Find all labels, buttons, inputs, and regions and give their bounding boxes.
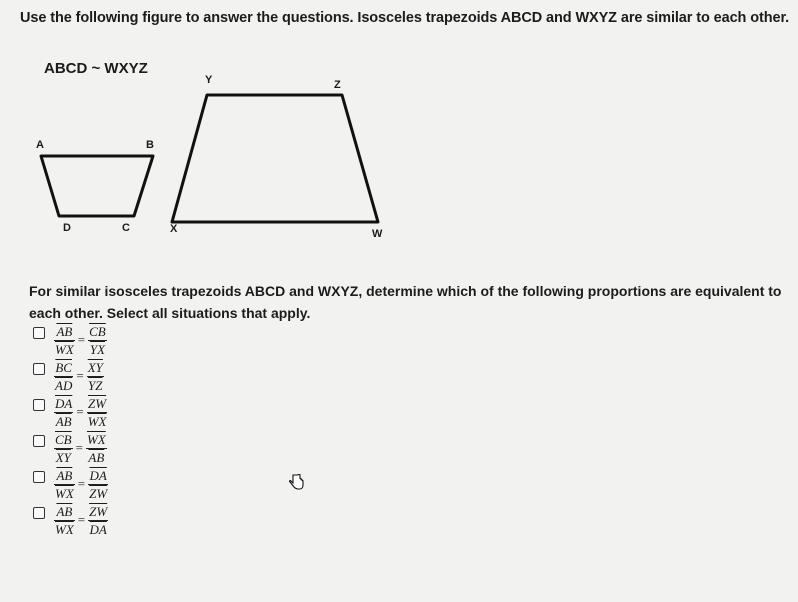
left-denominator: WX — [55, 521, 74, 537]
option-checkbox[interactable] — [33, 507, 45, 519]
left-denominator: AD — [55, 377, 73, 393]
left-numerator: $\overline{AB}$ — [56, 323, 73, 339]
left-denominator: WX — [55, 341, 74, 357]
trapezoid-abcd — [41, 156, 153, 216]
left-fraction — [54, 432, 73, 465]
left-denominator: XY — [55, 449, 71, 465]
trapezoid-wxyz — [172, 95, 378, 222]
proportion-option[interactable] — [33, 358, 104, 394]
left-numerator: $\overline{AB}$ — [56, 503, 73, 519]
fraction-bar — [88, 520, 108, 521]
left-fraction — [54, 324, 75, 357]
right-denominator: YZ — [88, 377, 103, 393]
fraction-bar — [88, 340, 107, 341]
right-denominator: DA — [89, 521, 107, 537]
option-checkbox[interactable] — [33, 363, 45, 375]
intro-text: Use the following figure to answer the questions. Isosceles trapezoids ABCD and WXYZ are similar to each other. — [20, 10, 790, 26]
vertex-label-z: Z — [334, 79, 341, 91]
vertex-label-a: A — [36, 139, 44, 151]
fraction-bar — [88, 484, 108, 485]
question-text: For similar isosceles trapezoids ABCD and WXYZ, determine which of the following proportions are equivalent to each other. Select all situations that apply. — [29, 283, 782, 321]
trapezoid-figures — [0, 0, 798, 260]
left-fraction — [54, 360, 73, 393]
option-checkbox[interactable] — [33, 471, 45, 483]
right-numerator: $\overline{ZW}$ — [88, 395, 107, 411]
fraction-bar — [87, 376, 104, 377]
right-numerator: $\overline{XY}$ — [87, 359, 103, 375]
right-numerator: $\overline{WX}$ — [86, 431, 106, 447]
equals-sign: = — [77, 512, 86, 527]
similarity-statement: ABCD ~ WXYZ — [44, 60, 148, 77]
right-fraction — [88, 468, 108, 501]
left-denominator: WX — [55, 485, 74, 501]
right-numerator: $\overline{ZW}$ — [89, 503, 108, 519]
fraction-bar — [54, 520, 75, 521]
option-checkbox[interactable] — [33, 435, 45, 447]
equals-sign: = — [77, 476, 86, 491]
proportion-option[interactable] — [33, 322, 107, 358]
right-fraction — [87, 360, 104, 393]
fraction-bar — [86, 448, 107, 449]
left-fraction — [54, 468, 75, 501]
right-numerator: $\overline{DA}$ — [89, 467, 107, 483]
hand-pointer-icon — [288, 474, 304, 492]
left-numerator: $\overline{DA}$ — [55, 395, 73, 411]
vertex-label-d: D — [63, 222, 71, 234]
vertex-label-x: X — [170, 223, 178, 235]
left-fraction — [54, 504, 75, 537]
left-denominator: AB — [55, 413, 72, 429]
equals-sign: = — [77, 332, 86, 347]
right-denominator: WX — [87, 413, 107, 429]
vertex-label-c: C — [122, 222, 130, 234]
left-numerator: $\overline{AB}$ — [56, 467, 73, 483]
proportion-option[interactable] — [33, 430, 107, 466]
vertex-label-b: B — [146, 139, 154, 151]
fraction-bar — [54, 340, 75, 341]
equals-sign: = — [76, 368, 84, 383]
left-numerator: $\overline{CB}$ — [55, 431, 72, 447]
right-fraction — [88, 504, 108, 537]
fraction-bar — [87, 412, 108, 413]
fraction-bar — [54, 376, 73, 377]
right-denominator: YX — [89, 341, 106, 357]
right-fraction — [87, 396, 108, 429]
option-checkbox[interactable] — [33, 399, 45, 411]
fraction-bar — [54, 412, 73, 413]
left-numerator: $\overline{BC}$ — [55, 359, 72, 375]
equals-sign: = — [75, 440, 83, 455]
proportion-option[interactable] — [33, 466, 108, 502]
fraction-bar — [54, 484, 75, 485]
vertex-label-y: Y — [205, 74, 213, 86]
left-fraction — [54, 396, 73, 429]
right-fraction — [88, 324, 107, 357]
fraction-bar — [54, 448, 73, 449]
right-fraction — [86, 432, 107, 465]
proportion-option[interactable] — [33, 502, 108, 538]
proportion-option[interactable] — [33, 394, 107, 430]
right-denominator: ZW — [89, 485, 108, 501]
vertex-label-w: W — [372, 228, 383, 240]
equals-sign: = — [76, 404, 84, 419]
option-checkbox[interactable] — [33, 327, 45, 339]
right-denominator: AB — [88, 449, 105, 465]
right-numerator: $\overline{CB}$ — [89, 323, 106, 339]
